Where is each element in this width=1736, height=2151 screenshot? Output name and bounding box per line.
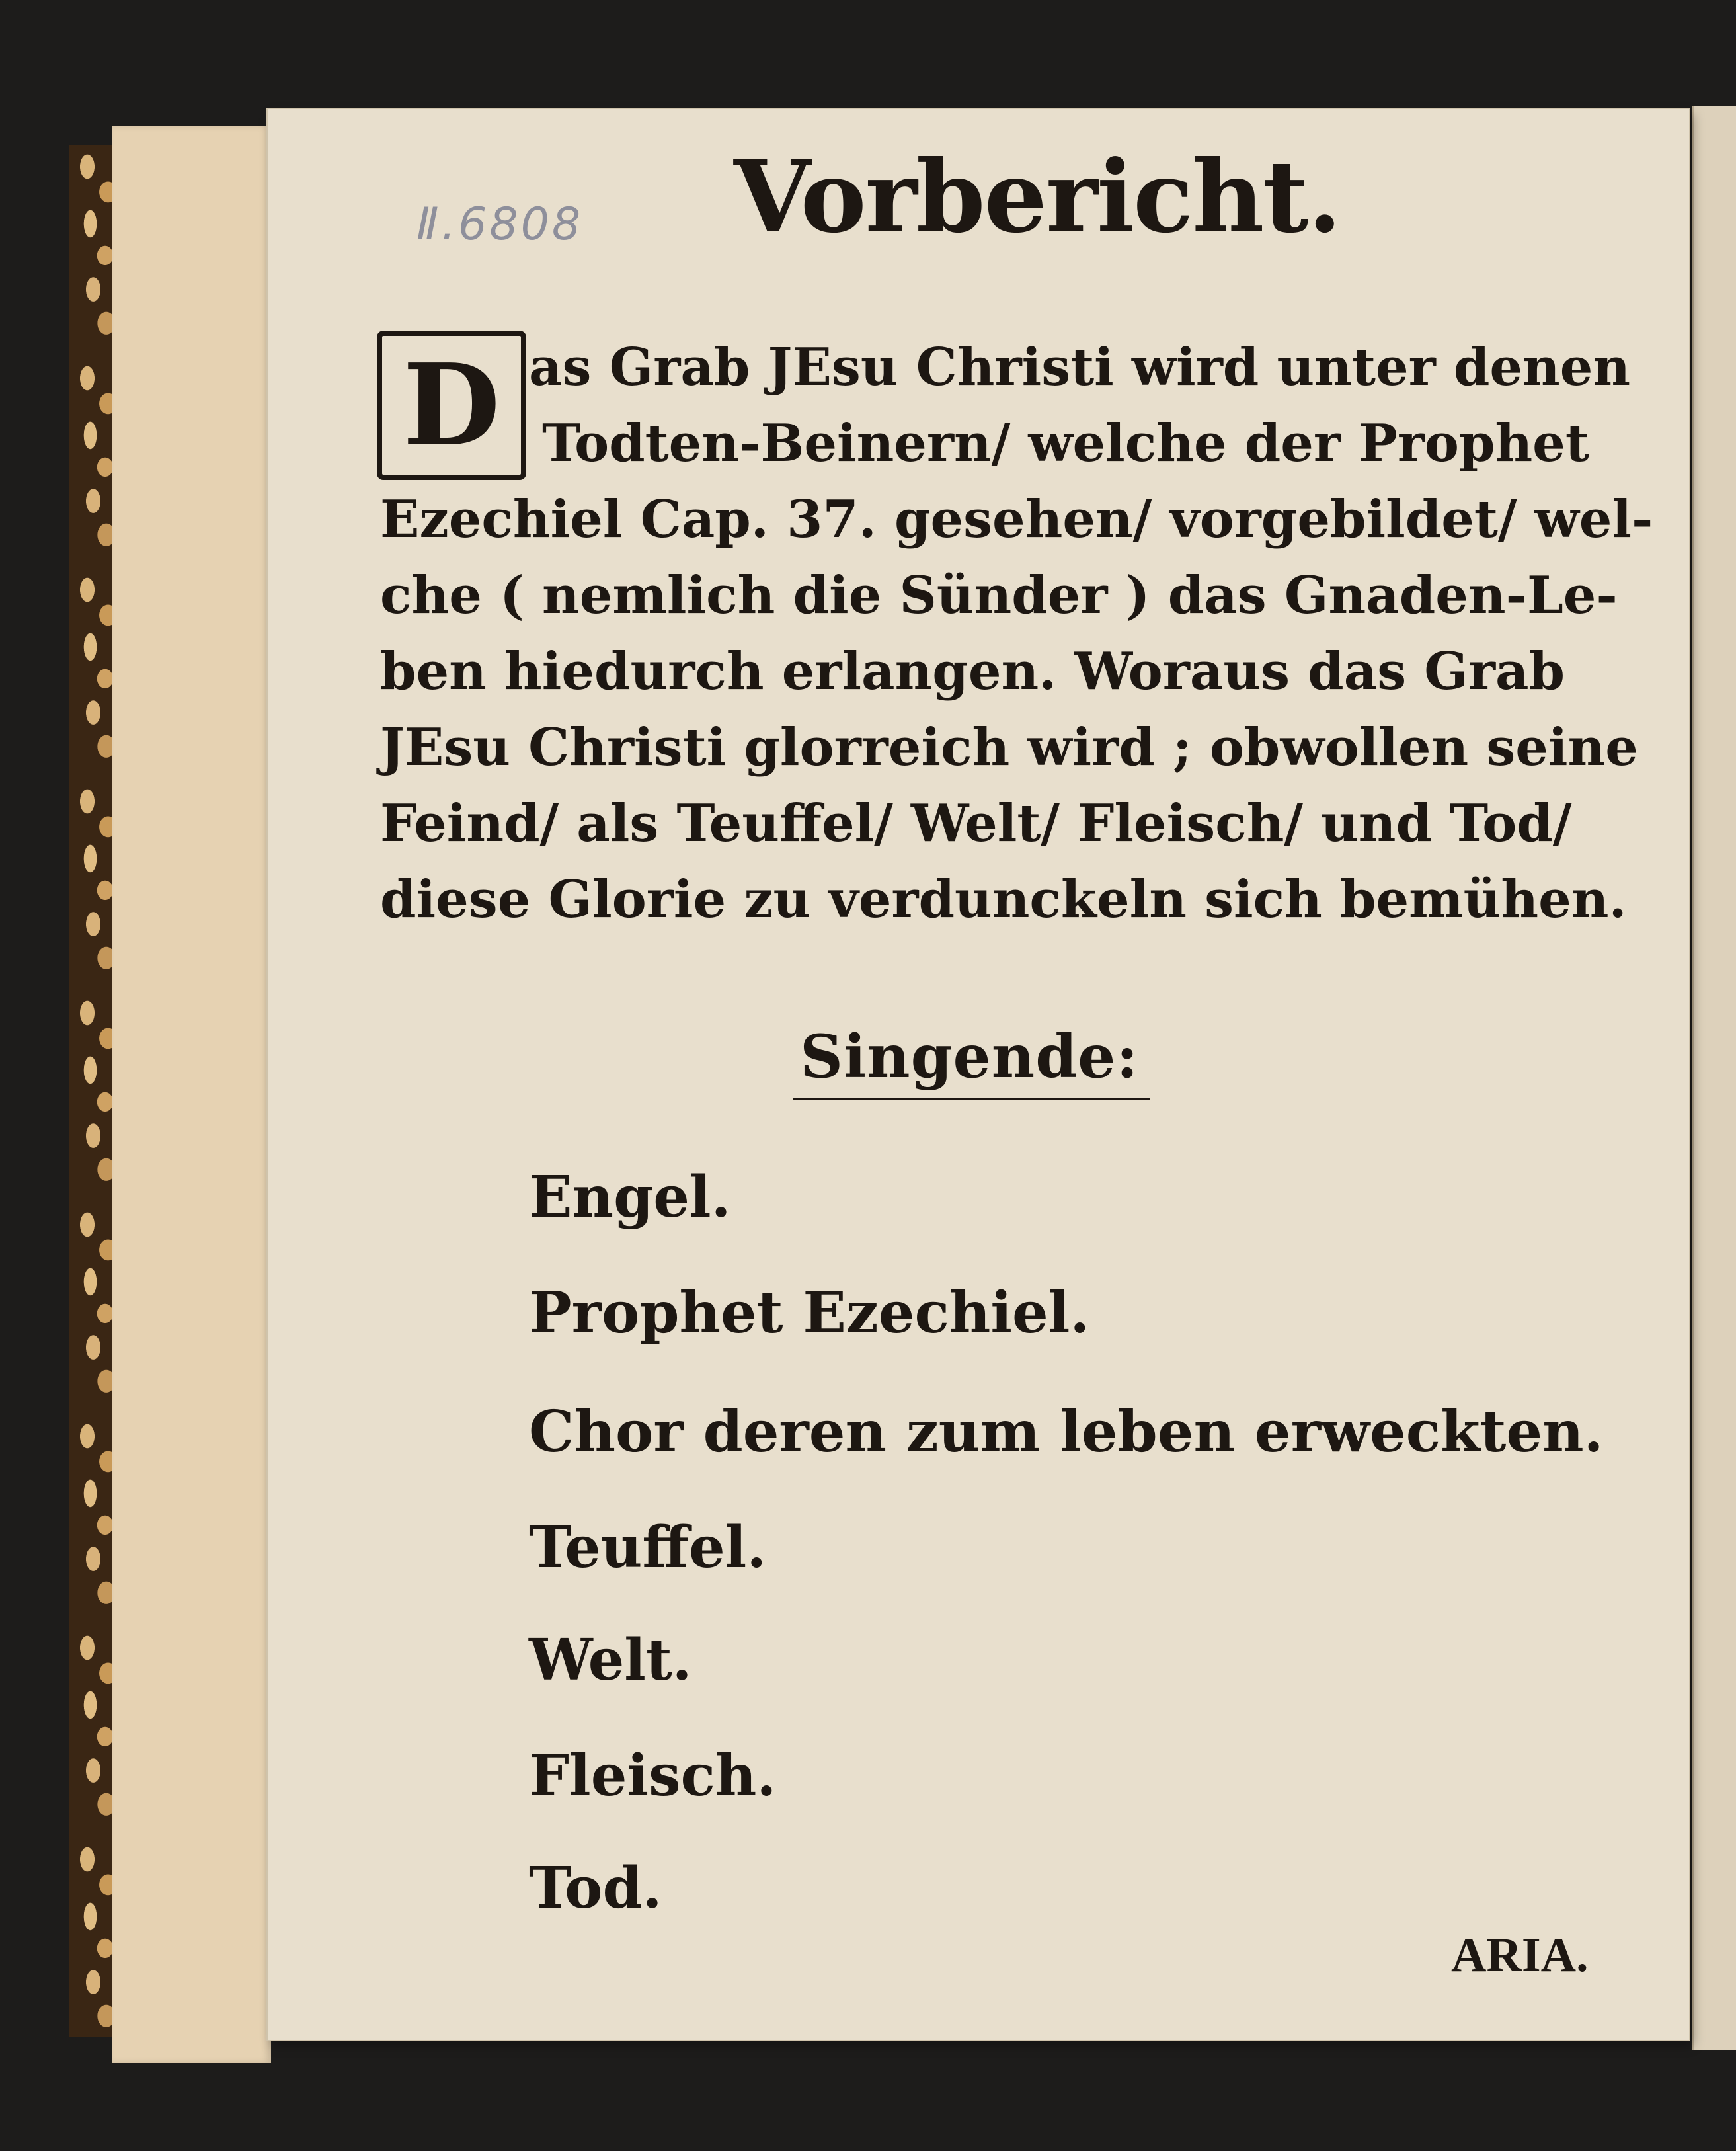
role-entry: Tod. xyxy=(529,1855,662,1922)
paragraph-line: as Grab JEsu Christi wird unter denen xyxy=(529,337,1631,397)
paragraph-line: Ezechiel Cap. 37. gesehen/ vorgebildet/ wel- xyxy=(380,489,1653,549)
role-entry: Chor deren zum leben erweckten. xyxy=(529,1399,1604,1465)
role-entry: Teuffel. xyxy=(529,1514,767,1581)
paragraph-line: JEsu Christi glorreich wird ; obwollen seine xyxy=(380,717,1638,778)
paragraph-line: ben hiedurch erlangen. Woraus das Grab xyxy=(380,641,1565,702)
role-entry: Welt. xyxy=(529,1627,692,1693)
endpaper xyxy=(112,126,271,2063)
role-entry: Engel. xyxy=(529,1164,731,1231)
section-heading-singende: Singende: xyxy=(800,1022,1139,1092)
facing-page-edge xyxy=(1692,106,1736,2050)
shelfmark: Ⅱ.6808 xyxy=(416,198,584,251)
drop-cap-initial: D xyxy=(377,331,526,480)
role-entry: Fleisch. xyxy=(529,1742,777,1809)
role-entry: Prophet Ezechiel. xyxy=(529,1279,1090,1346)
paragraph-line: Feind/ als Teuffel/ Welt/ Fleisch/ und Tod/ xyxy=(380,793,1572,854)
catchword: ARIA. xyxy=(1451,1928,1589,1982)
paragraph-line: diese Glorie zu verdunckeln sich bemühen. xyxy=(380,870,1627,930)
paragraph-line: che ( nemlich die Sünder ) das Gnaden-Le- xyxy=(380,565,1618,626)
heading-underline xyxy=(793,1098,1150,1100)
paragraph-line: Todten-Beinern/ welche der Prophet xyxy=(542,413,1589,473)
page-title: Vorbericht. xyxy=(734,139,1341,255)
